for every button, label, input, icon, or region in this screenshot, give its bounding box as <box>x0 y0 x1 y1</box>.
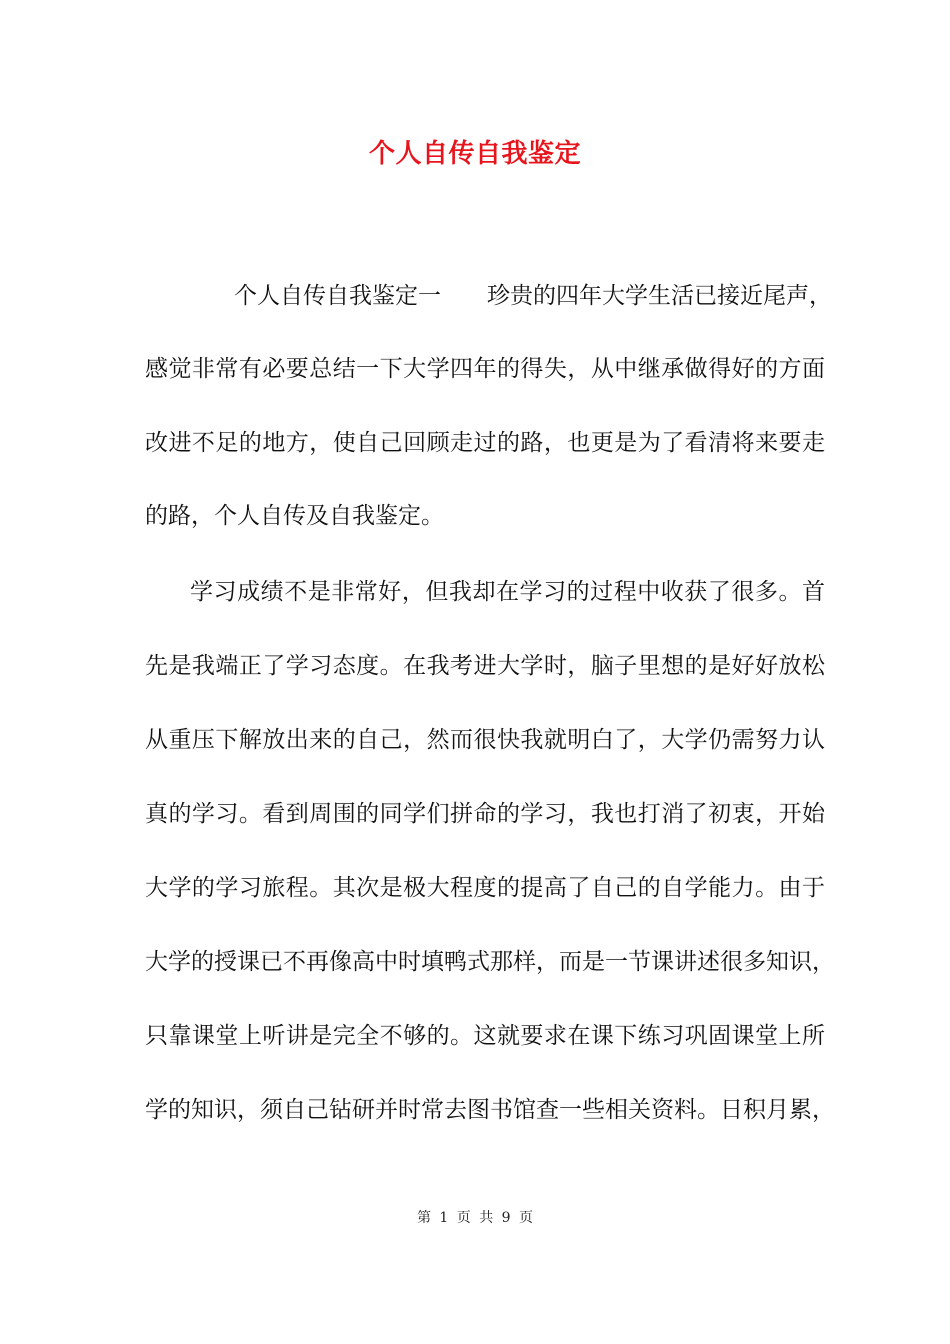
body-line-10: 大学的授课已不再像高中时填鸭式那样，而是一节课讲述很多知识， <box>145 949 835 975</box>
body-text: 珍贵的四年大学生活已接近尾声， <box>487 283 832 309</box>
body-line-4: 的路，个人自传及自我鉴定。 <box>145 503 444 529</box>
body-line-6: 先是我端正了学习态度。在我考进大学时，脑子里想的是好好放松 <box>145 653 825 679</box>
document-title: 个人自传自我鉴定 <box>368 139 581 169</box>
body-line-7: 从重压下解放出来的自己，然而很快我就明白了，大学仍需努力认 <box>145 727 825 753</box>
section-heading-inline: 个人自传自我鉴定一 <box>234 283 441 309</box>
body-line-9: 大学的学习旅程。其次是极大程度的提高了自己的自学能力。由于 <box>145 875 825 901</box>
page-number: 第 1 页 共 9 页 <box>416 1210 534 1226</box>
body-line-1 <box>234 276 832 316</box>
body-line-2: 感觉非常有必要总结一下大学四年的得失，从中继承做得好的方面 <box>145 356 825 382</box>
body-line-3: 改进不足的地方，使自己回顾走过的路，也更是为了看清将来要走 <box>145 430 825 456</box>
body-line-8: 真的学习。看到周围的同学们拼命的学习，我也打消了初衷，开始 <box>145 801 825 827</box>
body-line-5: 学习成绩不是非常好，但我却在学习的过程中收获了很多。首 <box>190 579 825 605</box>
body-line-12: 学的知识，须自己钻研并时常去图书馆查一些相关资料。日积月累， <box>145 1097 835 1123</box>
body-line-11: 只靠课堂上听讲是完全不够的。这就要求在课下练习巩固课堂上所 <box>145 1023 825 1049</box>
